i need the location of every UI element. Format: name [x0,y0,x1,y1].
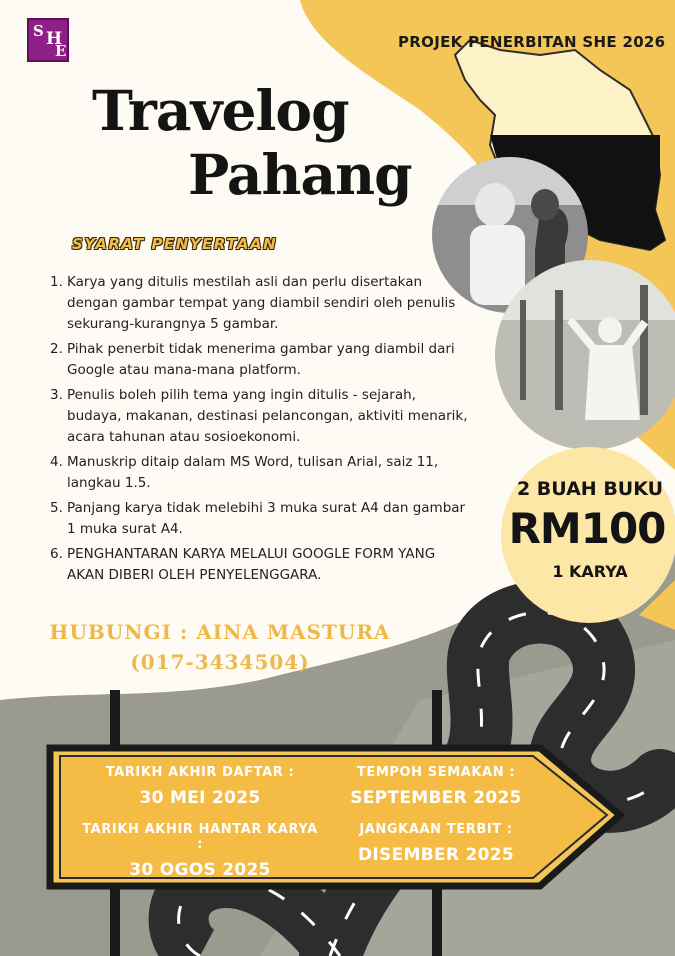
requirement-item [50,498,470,540]
requirement-item [50,452,470,494]
price-books-label: 2 BUAH BUKU [516,478,664,500]
requirement-text: Pihak penerbit tidak menerima gambar yang diambil dari Google atau mana-mana platform. [67,341,455,378]
date-review [316,765,556,808]
date-publish [316,822,556,865]
date-register-value: 30 MEI 2025 [139,788,261,808]
date-submit-label: TARIKH AKHIR HANTAR KARYA : [82,822,318,852]
project-label: PROJEK PENERBITAN SHE 2026 [398,33,666,51]
requirements-list [50,272,470,590]
date-submit-value: 30 OGOS 2025 [129,860,271,880]
date-publish-label: JANGKAAN TERBIT : [359,822,513,837]
date-submit [80,822,320,880]
date-review-value: SEPTEMBER 2025 [350,788,522,808]
she-logo [27,18,69,62]
logo-letter-h: H [46,29,63,49]
requirement-item [50,544,470,586]
logo-letter-e: E [55,42,67,60]
requirement-text: Penulis boleh pilih tema yang ingin ditulis - sejarah, budaya, makanan, destinasi pelancongan, aktiviti menarik, acara tahunan atau sosioekonomi. [67,387,468,445]
requirement-item [50,385,470,448]
requirement-number: 2. [50,341,63,357]
contact-name: HUBUNGI : AINA MASTURA [49,620,391,644]
poster-title-line2: Pahang [188,142,412,207]
requirement-number: 3. [50,387,63,403]
requirement-text: Panjang karya tidak melebihi 3 muka surat A4 dan gambar 1 muka surat A4. [67,500,466,537]
requirement-number: 4. [50,454,63,470]
requirements-heading: SYARAT PENYERTAAN [72,235,278,253]
date-register [80,765,320,808]
price-work-label: 1 KARYA [552,562,628,581]
date-register-label: TARIKH AKHIR DAFTAR : [105,765,295,780]
requirement-text: Manuskrip ditaip dalam MS Word, tulisan Arial, saiz 11, langkau 1.5. [67,454,439,491]
price-amount: RM100 [508,504,666,553]
requirement-item [50,272,470,335]
requirement-text: PENGHANTARAN KARYA MELALUI GOOGLE FORM YANG AKAN DIBERI OLEH PENYELENGGARA. [67,546,436,583]
poster-title-line1: Travelog [92,78,349,143]
requirement-number: 1. [50,274,63,290]
requirement-item [50,339,470,381]
date-publish-value: DISEMBER 2025 [357,845,514,865]
requirement-number: 5. [50,500,63,516]
requirement-number: 6. [50,546,63,562]
logo-letter-s: S [33,22,44,40]
date-review-label: TEMPOH SEMAKAN : [356,765,516,780]
contact-phone: (017-3434504) [130,650,310,674]
requirement-text: Karya yang ditulis mestilah asli dan perlu disertakan dengan gambar tempat yang diambil sendiri oleh penulis sekurang-kurangnya 5 gambar. [67,274,456,332]
